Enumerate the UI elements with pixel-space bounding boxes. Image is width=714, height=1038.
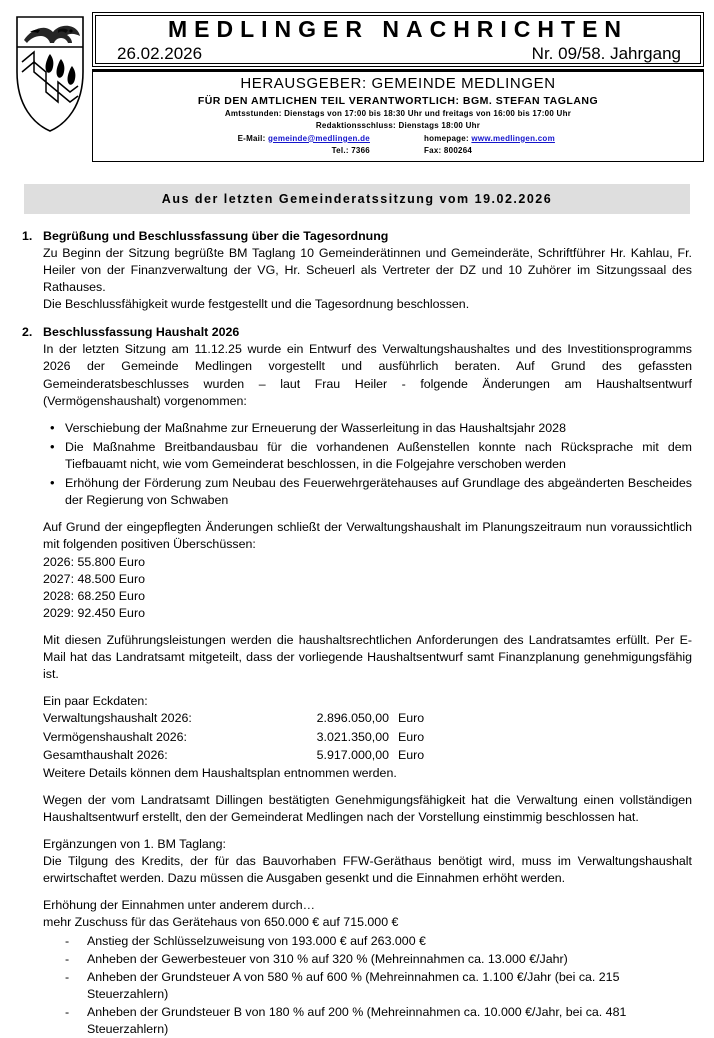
fax-number: Fax: 800264 [424, 145, 473, 155]
list-item: • Verschiebung der Maßnahme zur Erneuerung der Wasserleitung in das Haushaltsjahr 2028 [65, 420, 692, 437]
budget-row-amount: 2.896.050,00 [316, 711, 389, 726]
responsible-person: FÜR DEN AMTLICHEN TEIL VERANTWORTLICH: BGM. STEFAN TAGLANG [197, 95, 599, 108]
issue-number: Nr. 09/58. Jahrgang [531, 43, 681, 63]
details-note: Weitere Details können dem Haushaltsplan entnommen werden. [43, 765, 397, 780]
homepage-row [398, 133, 697, 145]
budget-row-label: Verwaltungshaushalt 2026: [43, 711, 192, 726]
agenda-item-2-heading [22, 324, 692, 341]
approval-paragraph: Mit diesen Zuführungsleistungen werden die haushaltsrechtlichen Anforderungen des Landratsamtes erfüllt. Per E-Mail hat das Landratsamt mitgeteilt, dass der vorliegende Haushaltsentwurf samt Finanzplanung genehmigungsfähig ist. [43, 632, 692, 682]
telephone: Tel.: 7366 [331, 145, 370, 155]
homepage-label: homepage: [424, 133, 469, 143]
email-label: E-Mail: [237, 133, 266, 143]
surplus-year-list [43, 554, 692, 622]
resolution-paragraph: Wegen der vom Landratsamt Dillingen bestätigten Genehmigungsfähigkeit hat die Verwaltung einen vollständigen Haushaltsentwurf erstellt, den der Gemeinderat Medlingen nach der Vorstellung einstimmig beschlossen hat. [43, 792, 692, 824]
budget-changes-list [43, 420, 692, 510]
list-item: • Erhöhung der Förderung zum Neubau des Feuerwehrgerätehauses auf Grundlage des abgeänderten Bescheides der Regierung von Schwaben [65, 475, 692, 509]
agenda-item-1-paragraph-2: Die Beschlussfähigkeit wurde festgestellt und die Tagesordnung beschlossen. [43, 297, 470, 312]
table-row [43, 729, 424, 747]
revenue-label: Erhöhung der Einnahmen unter anderem durch… [43, 898, 316, 913]
surplus-line: 2029: 92.450 Euro [43, 605, 145, 620]
agenda-item-2-number: 2. [22, 325, 33, 340]
contact-details [99, 133, 697, 157]
agenda-item-1-body [43, 245, 692, 313]
email-link[interactable]: gemeinde@medlingen.de [268, 133, 370, 143]
budget-figures-table [43, 710, 424, 764]
masthead-boxes [92, 12, 704, 162]
budget-row-amount: 5.917.000,00 [316, 747, 389, 762]
budget-row-currency: Euro [398, 711, 425, 726]
title-subrow [101, 43, 695, 64]
revenue-measures-list [43, 933, 692, 1038]
agenda-item-1 [22, 228, 692, 314]
list-item: - Anheben der Grundsteuer A von 580 % auf 600 % (Mehreinnahmen ca. 1.100 €/Jahr (bei ca. 215 Steuerzahlern) [87, 969, 692, 1003]
list-item: - Anheben der Gewerbesteuer von 310 % auf 320 % (Mehreinnahmen ca. 13.000 €/Jahr) [87, 951, 692, 968]
office-hours: Amtsstunden: Dienstags von 17:00 bis 18:30 Uhr und freitags von 16:00 bis 17:00 Uhr [224, 109, 572, 119]
masthead [0, 0, 714, 162]
eckdaten-label: Ein paar Eckdaten: [43, 694, 148, 709]
page-title: MEDLINGER NACHRICHTEN [167, 16, 629, 42]
budget-intro-paragraph: In der letzten Sitzung am 11.12.25 wurde ein Entwurf des Verwaltungshaushaltes und des Investitionsprogramms 2026 der Gemeinde Medlingen vorgestellt und ausführlich beraten. Auf Grund des gefassten Gemeinderatsbeschlusses wurden – laut Frau Heiler - folgende Änderungen am Haushaltsentwurf (Vermögenshaushalt) vorgenommen: [43, 342, 692, 408]
issue-date: 26.02.2026 [117, 43, 203, 63]
agenda-item-2 [22, 324, 692, 1038]
agenda-item-2-body [43, 341, 692, 1038]
agenda-item-1-paragraph-1: Zu Beginn der Sitzung begrüßte BM Taglang 10 Gemeinderätinnen und Gemeinderäte, Schriftführer Hr. Kahlau, Fr. Heiler von der Finanzverwaltung der VG, Hr. Scheuerl als Vertreter der DZ und 10 Zuhörer im Sitzungssaal des Rathauses. [43, 245, 692, 294]
additions-paragraph: Die Tilgung des Kredits, der für das Bauvorhaben FFW-Geräthaus benötigt wird, muss im Verwaltungshaushalt erwirtschaftet werden. Dazu müssen die Ausgaben gesenkt und die Einnahmen erhöht werden. [43, 854, 692, 886]
budget-row-currency: Euro [398, 729, 425, 744]
agenda-item-1-heading [22, 228, 692, 245]
agenda-item-1-title: Begrüßung und Beschlussfassung über die Tagesordnung [43, 228, 389, 243]
title-box [92, 12, 704, 67]
revenue-first-line: mehr Zuschuss für das Gerätehaus von 650.000 € auf 715.000 € [43, 915, 399, 930]
email-row [99, 133, 398, 145]
surplus-line: 2027: 48.500 Euro [43, 571, 145, 586]
agenda-item-2-title: Beschlussfassung Haushalt 2026 [43, 325, 240, 340]
surplus-intro-paragraph: Auf Grund der eingepflegten Änderungen schließt der Verwaltungshaushalt im Planungszeitraum nun voraussichtlich mit folgenden positiven Überschüssen: [43, 520, 692, 552]
budget-row-amount: 3.021.350,00 [316, 729, 389, 744]
list-item: - Anstieg der Schlüsselzuweisung von 193.000 € auf 263.000 € [87, 933, 692, 950]
additions-label: Ergänzungen von 1. BM Taglang: [43, 837, 227, 852]
surplus-line: 2026: 55.800 Euro [43, 554, 145, 569]
budget-row-label: Gesamthaushalt 2026: [43, 747, 168, 762]
editorial-deadline: Redaktionsschluss: Dienstags 18:00 Uhr [315, 121, 481, 131]
publisher-box [92, 69, 704, 161]
agenda-item-1-number: 1. [22, 228, 33, 243]
budget-row-currency: Euro [398, 747, 425, 762]
table-row [43, 747, 424, 765]
list-item: - Anheben der Grundsteuer B von 180 % auf 200 % (Mehreinnahmen ca. 10.000 €/Jahr, bei ca. 481 Steuerzahlern) [87, 1004, 692, 1038]
coat-of-arms-icon [14, 14, 86, 134]
budget-row-label: Vermögenshaushalt 2026: [43, 729, 187, 744]
publisher-name: HERAUSGEBER: GEMEINDE MEDLINGEN [240, 75, 556, 93]
homepage-link[interactable]: www.medlingen.com [471, 133, 555, 143]
main-content [0, 214, 714, 1038]
section-heading-bar: Aus der letzten Gemeinderatssitzung vom 19.02.2026 [24, 184, 690, 214]
table-row [43, 710, 424, 728]
surplus-line: 2028: 68.250 Euro [43, 588, 145, 603]
list-item: • Die Maßnahme Breitbandausbau für die vorhandenen Außenstellen konnte nach Rücksprache mit dem Tiefbauamt nicht, wie vom Gemeinderat beschlossen, in die Folgejahre verschoben werden [65, 439, 692, 473]
